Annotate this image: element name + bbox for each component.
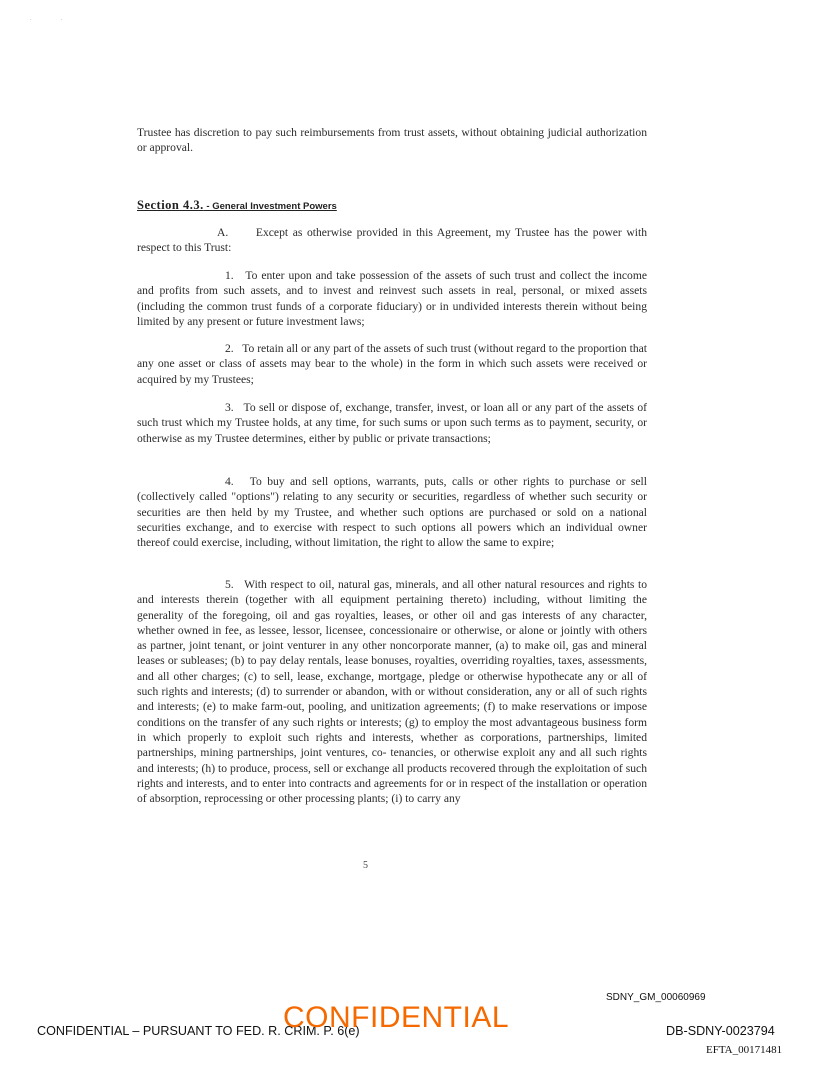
- confidential-stamp: CONFIDENTIAL: [283, 1001, 510, 1034]
- power-item-4: 4. To buy and sell options, warrants, puts, calls or other rights to purchase or sell (collectively called "options") relating to any security or securities, regardless of whether such security or securities are then held by my Trustee, and whether such options are purchased or sold on a national securities exchange, and to exercise with respect to such options all powers which an individual owner thereof could exercise, including, without limitation, the right to allow the same to expire;: [137, 475, 650, 550]
- section-title: - General Investment Powers: [203, 201, 337, 212]
- efta-number: EFTA_00171481: [706, 1044, 783, 1056]
- section-heading: [137, 196, 337, 214]
- power-item-2: 2. To retain all or any part of the assets of such trust (without regard to the proportion that any one asset or class of assets may bear to the whole) in the form in which such assets were received or acquired by my Trustees;: [137, 342, 650, 386]
- scan-marks: . .: [30, 16, 77, 22]
- power-item-5: 5. With respect to oil, natural gas, minerals, and all other natural resources and rights to and interests therein (together with all equipment pertaining thereto) including, without limiting the generality of the foregoing, oil and gas royalties, leases, or other oil and gas interests of any character, whether owned in fee, as lessee, lessor, licensee, concessionaire or otherwise, or alone or jointly with others as partner, joint tenant, or joint venturer in any other noncorporate manner, (a) to make oil, gas and mineral leases or subleases; (b) to pay delay rentals, lease bonuses, royalties, overriding royalties, taxes, assessments, and all other charges; (c) to sell, lease, exchange, mortgage, pledge or otherwise hypothecate any or all of such rights and interests; (d) to surrender or abandon, with or without consideration, any or all of such rights and interests; (e) to make farm-out, pooling, and unitization agreements; (f) to make reservations or impose conditions on the transfer of any such rights or interests; (g) to employ the most advantageous business form in which properly to exploit such rights and interests, whether as corporations, partnerships, limited partnerships, mining partnerships, joint ventures, co- tenancies, or otherwise exploit any and all such rights and interests; (h) to produce, process, sell or exchange all products recovered through the exploitation of such rights and interests, and to enter into contracts and agreements for or in respect of the installation or operation of absorption, reprocessing or other processing plants; (i) to carry any: [137, 578, 650, 806]
- paragraph-a: A. Except as otherwise provided in this Agreement, my Trustee has the power with respect to this Trust:: [137, 226, 650, 255]
- confidential-notice: CONFIDENTIAL – PURSUANT TO FED. R. CRIM. P. 6(e): [37, 1024, 360, 1038]
- intro-paragraph: Trustee has discretion to pay such reimbursements from trust assets, without obtaining judicial authorization or approval.: [137, 126, 647, 155]
- section-number: Section 4.3.: [137, 198, 204, 212]
- power-item-1: 1. To enter upon and take possession of the assets of such trust and collect the income and profits from such assets, and to invest and reinvest such assets in real, personal, or mixed assets (including the common trust funds of a corporate fiduciary) or in undivided interests therein without being limited by any present or future investment laws;: [137, 269, 650, 328]
- bates-number-gm: SDNY_GM_00060969: [606, 992, 706, 1003]
- bates-number-db: DB-SDNY-0023794: [666, 1024, 775, 1038]
- page-number: 5: [363, 860, 368, 871]
- power-item-3: 3. To sell or dispose of, exchange, transfer, invest, or loan all or any part of the assets of such trust which my Trustee holds, at any time, for such sums or upon such terms as to payment, security, or otherwise as my Trustee determines, either by public or private transactions;: [137, 401, 650, 445]
